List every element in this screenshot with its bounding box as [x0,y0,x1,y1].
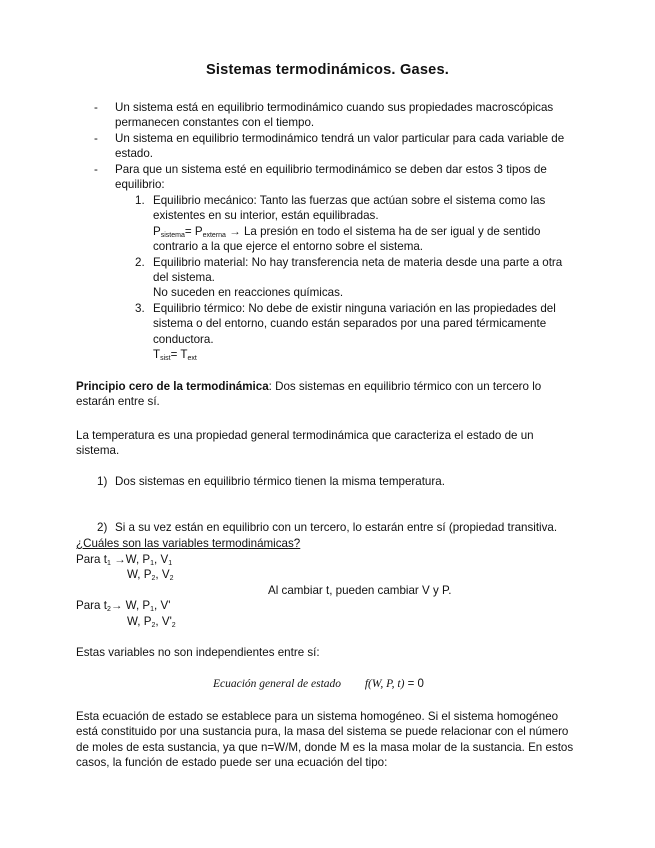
point-number: 2) [97,521,108,535]
temperature-point [97,520,595,535]
equilibrium-list [135,193,578,363]
state-equation [213,677,424,692]
bullet-dash: - [94,101,98,114]
variables-line-1: Para $t_1 \to W$, $P_1$, $V_1$ [76,553,173,567]
state-equation-label: Ecuación general de estado [213,678,342,690]
variables-line-3: Para $t_2\to W$, $P_1$, V' [76,599,171,613]
equilibrium-item-thermal [135,301,578,363]
item-text: Equilibrio material: No hay transferencia neta de materia desde una parte a otra del sistema. [153,255,563,285]
bullet-dash: - [94,162,98,176]
temperature-formula: $T_{sist}= T_{ext}$ [153,348,197,363]
state-equation-formula: f(W, P, t) [364,678,405,690]
item-number: 1. [135,194,145,207]
page-title: Sistemas termodinámicos. Gases. [205,62,450,78]
temperature-definition: La temperatura es una propiedad general termodinámica que caracteriza el estado de un sistema. [76,429,534,458]
item-text: Equilibrio térmico: No debe de existir ninguna variación en las propiedades del sistema o del entorno, cuando están separados por una pared térmicamente conductora. [153,301,556,346]
point-text: Si a su vez están en equilibrio con un tercero, lo estarán entre sí (propiedad transitiva. [115,521,558,535]
final-paragraph: Esta ecuación de estado se establece para un sistema homogéneo. Si el sistema homogéneo está constituido por una sustancia pura, la masa del sistema se puede relacionar con el número de moles de esta sustancia, ya que n=W/M, donde M es la masa molar de la sustancia. En estos casos, la función de estado puede ser una ecuación del tipo: [76,710,574,770]
item-number: 2. [135,255,145,269]
variables-line-4: W, $P_2$, $V'_2$ [127,615,176,629]
bullet-dash: - [94,131,98,145]
item-extra-text: No suceden en reacciones químicas. [153,286,344,300]
variables-heading: ¿Cuáles son las variables termodinámicas? [76,537,301,550]
zeroth-law-paragraph [76,379,556,410]
bullet-text: Un sistema en equilibrio termodinámico tendrá un valor particular para cada variable de estado. [115,131,565,161]
independence-text: Estas variables no son independientes entre sí: [76,646,320,659]
state-equation-rhs: = 0 [404,678,424,690]
bullet-item [94,100,575,131]
zeroth-law-label: Principio cero de la termodinámica [76,380,269,393]
item-number: 3. [135,301,145,315]
pressure-formula: $P_{sistema}= P_{externa} \to La$ presión en todo el sistema ha de ser igual y de sentido contrario a la que ejerce el entorno sobre el sistema. [153,224,541,254]
bullet-text: Para que un sistema esté en equilibrio termodinámico se deben dar estos 3 tipos de equilibrio: [115,162,547,192]
point-number: 1) [97,475,108,488]
equilibrium-item-material [135,255,578,301]
zeroth-law-text: : Dos sistemas en equilibrio térmico con un tercero lo estarán entre sí. [76,380,542,409]
item-text: Equilibrio mecánico: Tanto las fuerzas que actúan sobre el sistema como las existentes en su interior, están equilibradas. [153,194,546,223]
bullet-text: Un sistema está en equilibrio termodinámico cuando sus propiedades macroscópicas permanecen constantes con el tiempo. [115,101,554,130]
bullet-item [94,162,575,193]
bullet-list [94,100,575,192]
bullet-item [94,131,575,162]
variables-note: Al cambiar t, pueden cambiar V y P. [268,584,452,597]
temperature-point [97,474,575,489]
variables-line-2: W, $P_2$, $V_2$ [127,568,174,582]
point-text: Dos sistemas en equilibrio térmico tienen la misma temperatura. [115,475,445,488]
equilibrium-item-mechanical [135,193,578,255]
